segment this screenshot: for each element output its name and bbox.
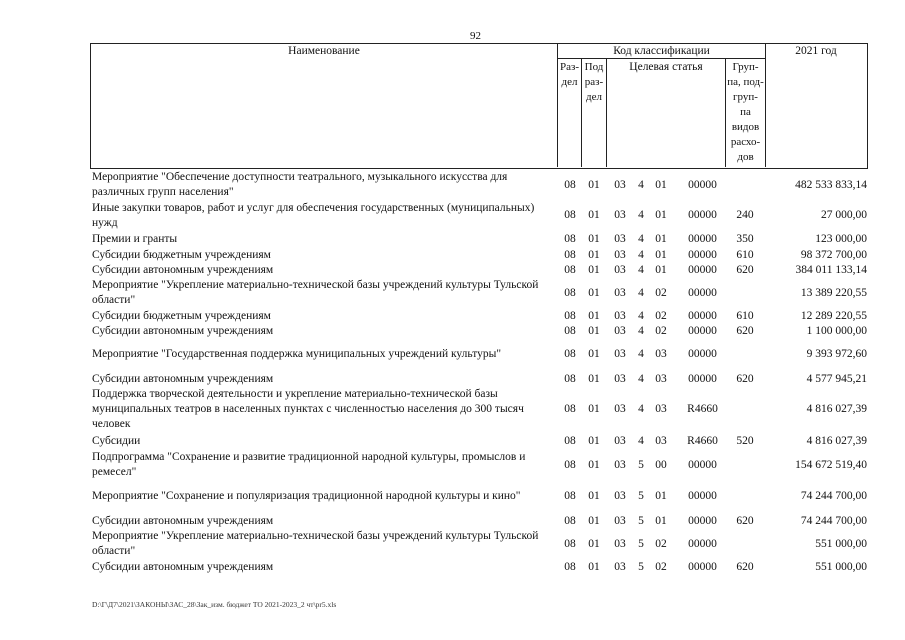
row-podrazdel: 01 [588,233,600,245]
row-target-program: 03 [614,348,626,360]
header-vid-line: видов [731,121,760,133]
row-podrazdel: 01 [588,287,600,299]
row-target-direction: 00000 [688,179,717,191]
row-target-subprogram: 4 [638,179,644,191]
header-year: 2021 год [795,45,837,57]
row-amount: 9 393 972,60 [806,348,867,360]
row-razdel: 08 [564,435,576,447]
row-target-subprogram: 4 [638,249,644,261]
row-target-program: 03 [614,373,626,385]
header-razdel-line: дел [561,76,578,88]
row-target-direction: 00000 [688,249,717,261]
row-target-program: 03 [614,435,626,447]
header-razdel-line: Раз- [559,61,579,73]
row-target-direction: 00000 [688,490,717,502]
row-target-program: 03 [614,264,626,276]
row-target-activity: 00 [655,459,667,471]
row-amount: 27 000,00 [821,209,867,221]
row-amount: 12 289 220,55 [800,310,867,322]
row-target-activity: 03 [655,348,667,360]
row-target-subprogram: 4 [638,209,644,221]
row-target-activity: 01 [655,209,667,221]
row-target-subprogram: 4 [638,435,644,447]
row-expense-type: 620 [736,515,754,527]
row-target-direction: 00000 [688,310,717,322]
row-target-activity: 03 [655,373,667,385]
row-target-activity: 02 [655,325,667,337]
row-target-direction: 00000 [688,264,717,276]
row-target-program: 03 [614,561,626,573]
row-amount: 13 389 220,55 [800,287,867,299]
header-vid-line: расхо- [730,136,761,148]
row-name: Субсидии бюджетным учреждениям [92,310,271,322]
row-expense-type: 620 [736,561,754,573]
row-razdel: 08 [564,287,576,299]
row-name: Субсидии автономным учреждениям [92,325,274,337]
row-amount: 4 816 027,39 [806,403,867,415]
row-expense-type: 520 [736,435,754,447]
row-target-program: 03 [614,310,626,322]
row-target-subprogram: 4 [638,373,644,385]
row-podrazdel: 01 [588,459,600,471]
row-target-direction: 00000 [688,209,717,221]
row-razdel: 08 [564,310,576,322]
row-name: Поддержка творческой деятельности и укрепление материально-технической базы муниципальных театров в населенных пунктах с численностью населения до 300 тысяч человек [92,388,524,430]
row-target-activity: 02 [655,561,667,573]
row-target-program: 03 [614,403,626,415]
row-amount: 154 672 519,40 [795,459,867,471]
header-target-article: Целевая статья [629,61,703,73]
row-razdel: 08 [564,264,576,276]
row-razdel: 08 [564,348,576,360]
row-target-subprogram: 4 [638,403,644,415]
row-amount: 482 533 833,14 [795,179,867,191]
header-podrazdel-line: раз- [584,76,604,88]
row-razdel: 08 [564,325,576,337]
row-target-activity: 03 [655,435,667,447]
row-target-program: 03 [614,209,626,221]
row-amount: 384 011 133,14 [795,264,867,276]
row-target-program: 03 [614,179,626,191]
row-razdel: 08 [564,561,576,573]
row-podrazdel: 01 [588,538,600,550]
row-target-program: 03 [614,325,626,337]
row-target-direction: 00000 [688,233,717,245]
row-name: Субсидии автономным учреждениям [92,561,274,573]
row-target-program: 03 [614,490,626,502]
row-podrazdel: 01 [588,373,600,385]
row-amount: 74 244 700,00 [800,490,867,502]
row-target-program: 03 [614,459,626,471]
row-target-subprogram: 4 [638,310,644,322]
row-name: Мероприятие "Обеспечение доступности театрального, музыкального искусства для различных групп населения" [92,171,508,198]
row-razdel: 08 [564,179,576,191]
row-target-activity: 01 [655,490,667,502]
row-expense-type: 610 [736,249,754,261]
row-razdel: 08 [564,459,576,471]
row-target-activity: 01 [655,179,667,191]
row-target-program: 03 [614,287,626,299]
row-name: Мероприятие "Укрепление материально-технической базы учреждений культуры Тульской области" [92,279,539,306]
row-name: Субсидии автономным учреждениям [92,515,274,527]
row-name: Мероприятие "Укрепление материально-технической базы учреждений культуры Тульской области" [92,530,539,557]
row-target-subprogram: 5 [638,490,644,502]
row-target-activity: 01 [655,515,667,527]
footer-file-path: D:\Г\Д7\2021\ЗАКОНЫ\ЗАС_28\Зак_изм. бюджет ТО 2021-2023_2 чт\pr5.xls [92,600,337,609]
row-name: Подпрограмма "Сохранение и развитие традиционной народной культуры, промыслов и ремесел" [92,451,526,478]
row-target-subprogram: 4 [638,325,644,337]
header-podrazdel-line: Под [584,61,604,73]
row-name: Субсидии автономным учреждениям [92,264,274,276]
row-amount: 551 000,00 [815,561,867,573]
header-name: Наименование [288,45,360,57]
row-amount: 4 577 945,21 [806,373,867,385]
row-target-activity: 03 [655,403,667,415]
row-target-program: 03 [614,233,626,245]
header-code-classification: Код классификации [613,45,710,57]
header-divider-code [557,58,765,59]
row-podrazdel: 01 [588,515,600,527]
header-vid-line: груп- [733,91,758,103]
row-target-direction: 00000 [688,459,717,471]
row-target-program: 03 [614,538,626,550]
row-amount: 98 372 700,00 [800,249,867,261]
row-target-activity: 01 [655,233,667,245]
row-target-subprogram: 5 [638,459,644,471]
row-name: Мероприятие "Сохранение и популяризация традиционной народной культуры и кино" [92,490,521,502]
row-target-program: 03 [614,515,626,527]
row-target-direction: 00000 [688,373,717,385]
row-podrazdel: 01 [588,310,600,322]
row-expense-type: 610 [736,310,754,322]
row-target-subprogram: 5 [638,561,644,573]
row-target-direction: 00000 [688,348,717,360]
row-target-direction: R4660 [687,435,718,447]
row-amount: 1 100 000,00 [806,325,867,337]
row-name: Иные закупки товаров, работ и услуг для обеспечения государственных (муниципальных) нужд [92,202,535,229]
row-podrazdel: 01 [588,209,600,221]
header-vid-line: па, под- [727,76,764,88]
row-target-activity: 01 [655,264,667,276]
row-name: Субсидии бюджетным учреждениям [92,249,271,261]
row-razdel: 08 [564,538,576,550]
row-target-direction: 00000 [688,325,717,337]
row-amount: 74 244 700,00 [800,515,867,527]
row-target-program: 03 [614,249,626,261]
row-razdel: 08 [564,233,576,245]
row-expense-type: 350 [736,233,754,245]
row-target-direction: 00000 [688,287,717,299]
row-expense-type: 620 [736,373,754,385]
row-target-direction: 00000 [688,561,717,573]
page-number: 92 [470,30,481,42]
header-divider-year [765,43,766,167]
row-name: Мероприятие "Государственная поддержка муниципальных учреждений культуры" [92,348,502,360]
row-target-activity: 01 [655,249,667,261]
row-target-direction: R4660 [687,403,718,415]
row-target-subprogram: 5 [638,538,644,550]
header-razdel [558,60,581,90]
header-divider-podrazdel [606,58,607,167]
row-target-subprogram: 4 [638,264,644,276]
header-vid-line: па [740,106,751,118]
row-target-direction: 00000 [688,515,717,527]
row-expense-type: 240 [736,209,754,221]
row-amount: 551 000,00 [815,538,867,550]
row-podrazdel: 01 [588,249,600,261]
row-razdel: 08 [564,490,576,502]
row-expense-type: 620 [736,264,754,276]
row-podrazdel: 01 [588,325,600,337]
row-target-subprogram: 4 [638,348,644,360]
row-podrazdel: 01 [588,179,600,191]
row-target-direction: 00000 [688,538,717,550]
row-target-activity: 02 [655,287,667,299]
header-vid-line: Груп- [732,61,759,73]
row-podrazdel: 01 [588,435,600,447]
row-razdel: 08 [564,249,576,261]
row-name: Субсидии [92,435,141,447]
row-amount: 123 000,00 [815,233,867,245]
row-expense-type: 620 [736,325,754,337]
row-podrazdel: 01 [588,348,600,360]
row-razdel: 08 [564,209,576,221]
row-podrazdel: 01 [588,264,600,276]
row-target-activity: 02 [655,310,667,322]
row-podrazdel: 01 [588,561,600,573]
row-target-activity: 02 [655,538,667,550]
row-name: Премии и гранты [92,233,178,245]
row-target-subprogram: 4 [638,233,644,245]
header-vid-line: дов [737,151,754,163]
row-razdel: 08 [564,403,576,415]
row-razdel: 08 [564,373,576,385]
row-podrazdel: 01 [588,403,600,415]
row-name: Субсидии автономным учреждениям [92,373,274,385]
row-target-subprogram: 5 [638,515,644,527]
row-podrazdel: 01 [588,490,600,502]
header-podrazdel-line: дел [586,91,602,103]
row-amount: 4 816 027,39 [806,435,867,447]
row-razdel: 08 [564,515,576,527]
header-podrazdel [582,60,606,105]
row-target-subprogram: 4 [638,287,644,299]
header-vid-raskhodov [726,60,765,165]
